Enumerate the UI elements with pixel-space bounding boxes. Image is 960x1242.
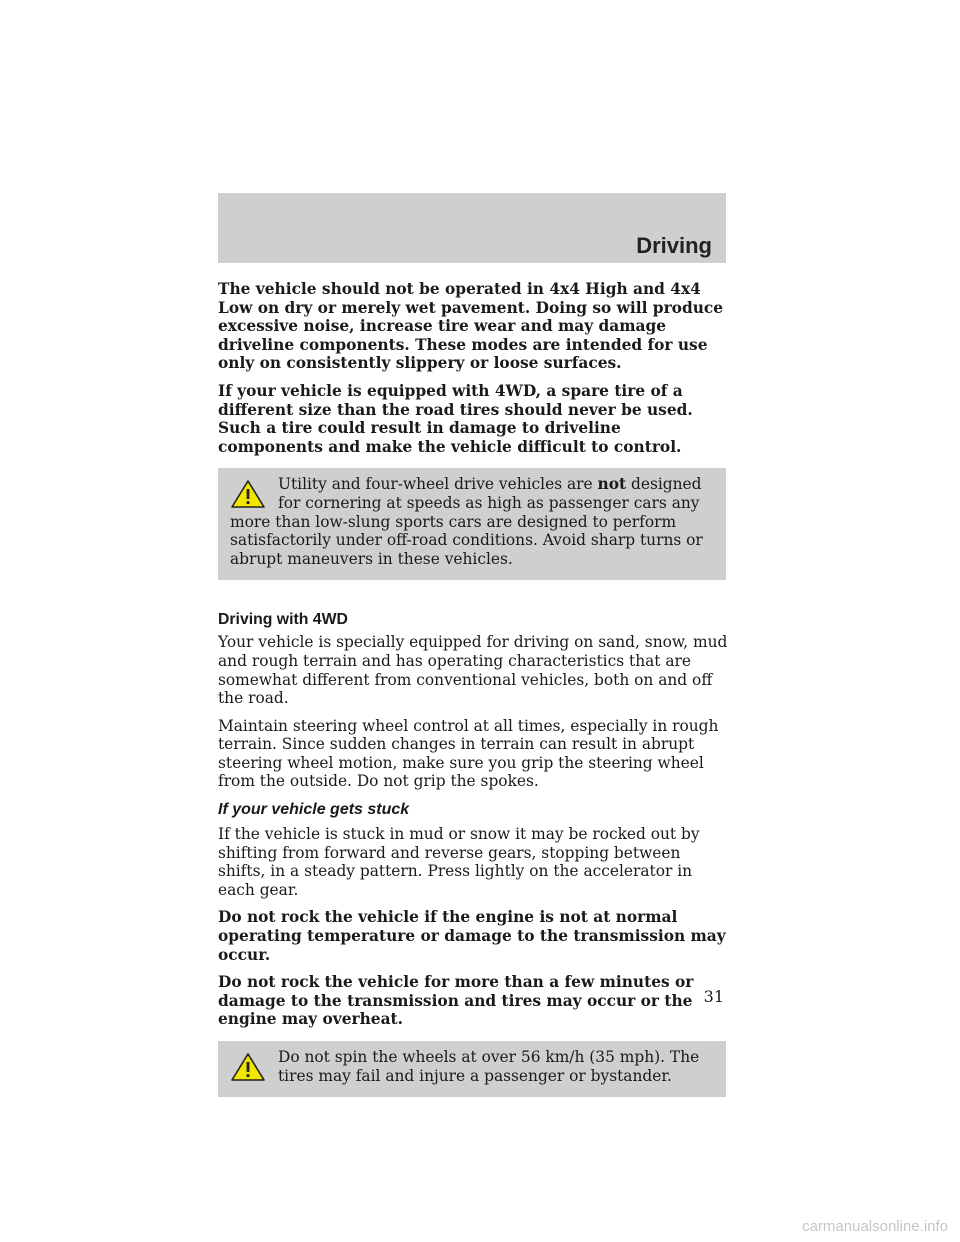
caution-paragraph-engine-temp: Do not rock the vehicle if the engine is not at normal operating temperature or damage to the transmission may occur. (218, 908, 726, 964)
warning-triangle-icon (230, 479, 266, 509)
watermark: carmanualsonline.info (802, 1218, 948, 1235)
warning-text-start: Utility and four-wheel drive vehicles are (278, 475, 598, 494)
warning-text: Do not spin the wheels at over 56 km/h (35 mph). The tires may fail and injure a passenger or bystander. (278, 1048, 700, 1085)
caution-paragraph-4x4-pavement: The vehicle should not be operated in 4x4 High and 4x4 Low on dry or merely wet pavement. Doing so will produce excessive noise, increase tire wear and may damage driveline components. These modes are intended for use only on consistently slippery or loose surfaces. (218, 280, 724, 373)
page-number: 31 (703, 987, 724, 1006)
warning-box-cornering (218, 468, 726, 580)
warning-emphasis: not (597, 475, 627, 494)
page-content (218, 280, 728, 1097)
caution-paragraph-spare-tire: If your vehicle is equipped with 4WD, a spare tire of a different size than the road tires should never be used. Such a tire could result in damage to driveline components and make the vehicle difficult to control. (218, 381, 693, 456)
caution-paragraph-overheat: Do not rock the vehicle for more than a few minutes or damage to the transmission and tires may occur or the engine may overheat. (218, 973, 694, 1029)
body-paragraph-rocking: If the vehicle is stuck in mud or snow it may be rocked out by shifting from forward and reverse gears, stopping between shifts, in a steady pattern. Press lightly on the accelerator in each gear. (218, 825, 700, 899)
section-heading-4wd: Driving with 4WD (218, 611, 348, 629)
warning-triangle-icon (230, 1052, 266, 1082)
section-title: Driving (636, 233, 712, 258)
section-header-band (218, 193, 726, 263)
body-paragraph-steering: Maintain steering wheel control at all times, especially in rough terrain. Since sudden changes in terrain can result in abrupt steering wheel motion, make sure you grip the steering wheel from the outside. Do not grip the spokes. (218, 716, 719, 791)
warning-text-end: designed for cornering at speeds as high as passenger cars any more than low-slung sports cars are designed to perform satisfactorily under off-road conditions. Avoid sharp turns or abrupt maneuvers in these vehicles. (230, 475, 703, 568)
body-paragraph-4wd-intro: Your vehicle is specially equipped for driving on sand, snow, mud and rough terrain and has operating characteristics that are somewhat different from conventional vehicles, both on and off the road. (218, 633, 728, 708)
subsection-heading-stuck: If your vehicle gets stuck (218, 801, 410, 819)
warning-box-wheel-spin (218, 1041, 726, 1097)
